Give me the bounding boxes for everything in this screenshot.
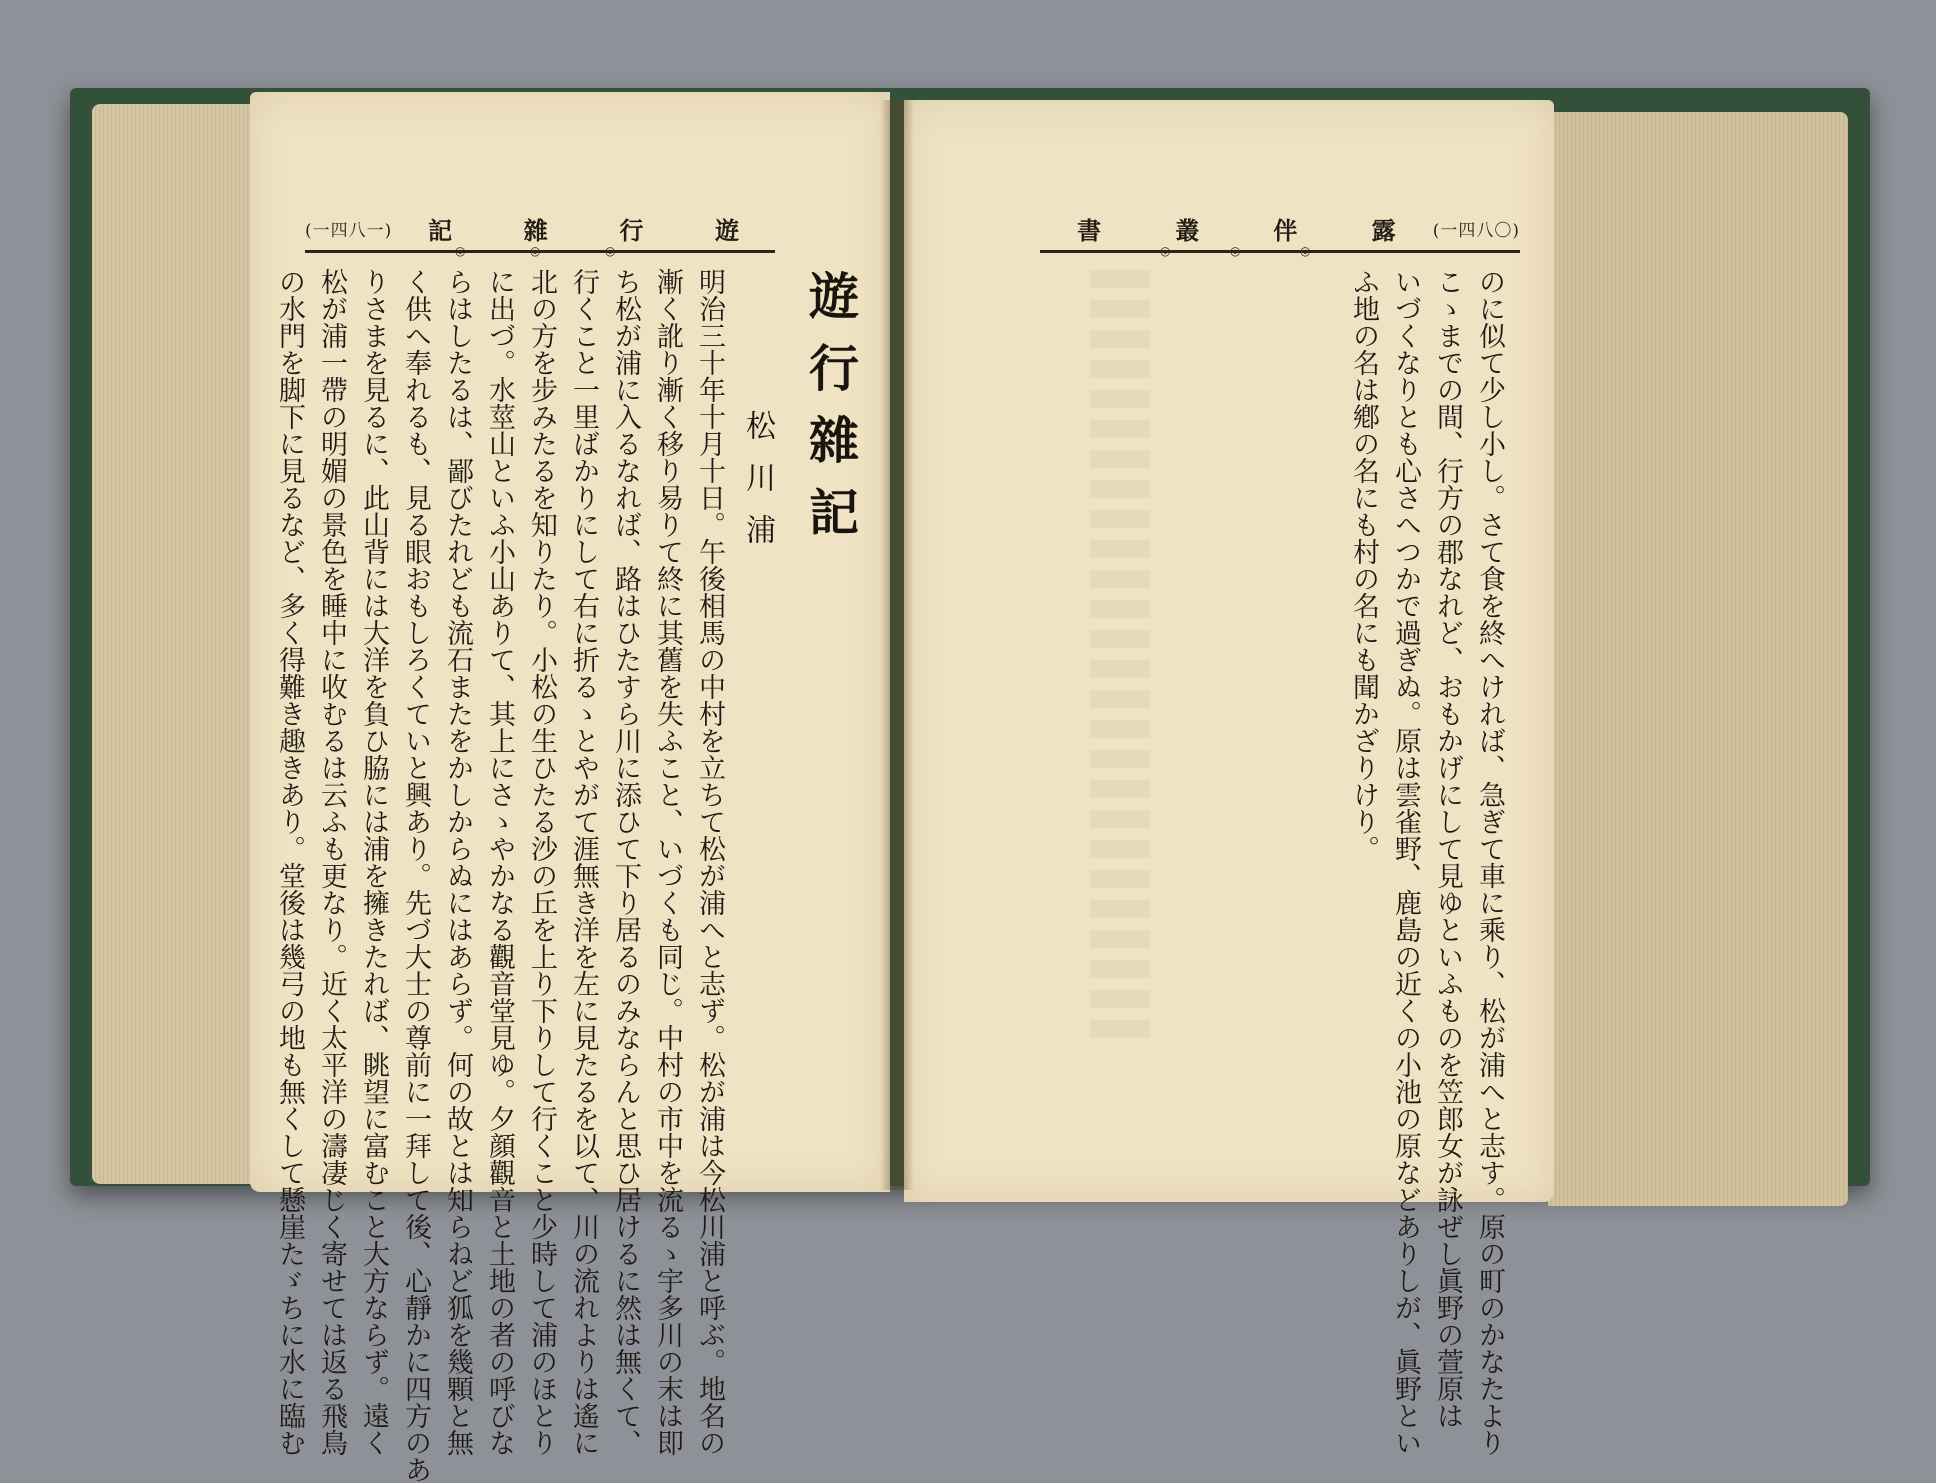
running-title-char: 露 [1371,215,1396,245]
right-page-body [1170,268,1510,1456]
text-column: いづくなりとも心さへつかで過ぎぬ。原は雲雀野、鹿島の近くの小池の原などありしが、眞野とい [1390,268,1421,1456]
text-column: ち松が浦に入るなれば、路はひたすら川に添ひて下り居るのみならんと思ひ居けるに然は無くて、 [610,268,641,1456]
rule-ornament-icon: ◎ [1230,244,1241,258]
running-title-char: 叢 [1175,215,1200,245]
running-title-char: 書 [1077,215,1102,245]
running-title-char: 遊 [715,215,740,245]
left-page-edges [92,104,268,1184]
running-title-char: 伴 [1273,215,1298,245]
right-page-edges [1548,112,1848,1206]
article-title: 遊行雜記 [801,270,860,558]
text-column: の水門を脚下に見るなど、多く得難き趣きあり。堂後は幾弓の地も無くして懸崖たゞちに水に臨む [274,268,305,1456]
text-column: く供へ奉れるも、見る眼おもしろくていと興あり。先づ大士の尊前に一拜して後、心靜かに四方のあ [400,268,431,1483]
rule-ornament-icon: ◎ [605,244,616,258]
text-column: 明治三十年十月十日。午後相馬の中村を立ちて松が浦へと志ず。松が浦は今松川浦と呼ぶ。地名の [694,268,725,1456]
text-column: ふ地の名は鄕の名にも村の名にも聞かざりけり。 [1348,268,1379,862]
rule-ornament-icon: ◎ [455,244,466,258]
left-page-body [274,268,730,1483]
text-column: 漸く訛り漸く移り易りて終に其舊を失ふこと、いづくも同じ。中村の市中を流るゝ宇多川の末は即 [652,268,683,1456]
running-title-char: 雜 [523,215,548,245]
text-column: りさまを見るに、此山背には大洋を負ひ脇には浦を擁きたれば、眺望に富むこと大方ならず。遠く [358,268,389,1456]
left-running-title [392,211,775,246]
left-page-number: (一四八一) [305,220,393,241]
text-column: こゝまでの間、行方の郡なれど、おもかげにして見ゆといふものを笠郎女が詠ぜし眞野の萱原は [1432,268,1463,1429]
left-page-header [305,208,775,248]
text-column: らはしたるは、鄙びたれども流石またをかしからぬにはあらず。何の故とは知らねど狐を幾顆と無 [442,268,473,1456]
rule-ornament-icon: ◎ [1160,244,1171,258]
book-gutter [880,100,914,1190]
show-through-texture [1090,270,1150,1050]
text-column: 松が浦一帶の明媚の景色を睡中に收むるは云ふも更なり。近く太平洋の濤凄じく寄せては返る飛鳥 [316,268,347,1456]
rule-ornament-icon: ◎ [530,244,541,258]
right-header-rule [1040,250,1520,253]
running-title-char: 行 [619,215,644,245]
article-subtitle: 松川浦 [740,410,775,566]
right-running-title [1040,211,1433,246]
running-title-char: 記 [428,215,453,245]
text-column: 北の方を步みたるを知りたり。小松の生ひたる沙の丘を上り下りして行くこと少時して浦のほとり [526,268,557,1456]
text-column: のに似て少し小し。さて食を終へければ、急ぎて車に乘り、松が浦へと志す。原の町のかなたより [1474,268,1505,1456]
rule-ornament-icon: ◎ [1300,244,1311,258]
right-page-header [1040,208,1520,248]
text-column: に出づ。水莖山といふ小山ありて、其上にさゝやかなる觀音堂見ゆ。夕顔觀音と土地の者の呼びな [484,268,515,1456]
text-column: 行くこと一里ばかりにして右に折るゝとやがて涯無き洋を左に見たるを以て、川の流れよりは遙に [568,268,599,1456]
right-page-number: (一四八〇) [1432,220,1520,241]
